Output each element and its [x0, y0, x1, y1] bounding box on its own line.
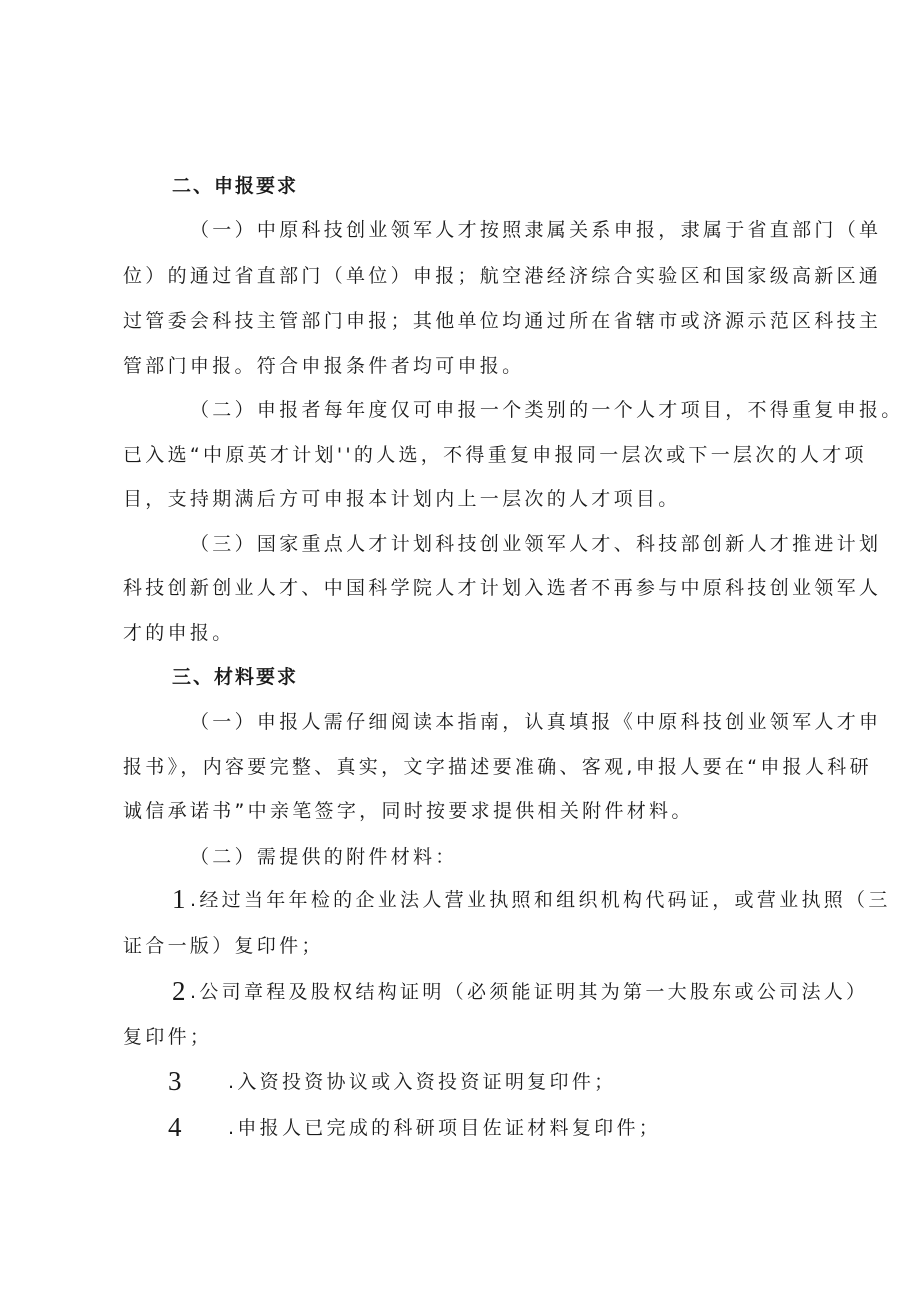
list-item-number: 4 [168, 1112, 182, 1142]
paragraph-line: 已入选“中原英才计划''的人选，不得重复申报同一层次或下一层次的人才项 [123, 444, 867, 466]
paragraph-line: 位）的通过省直部门（单位）申报；航空港经济综合实验区和国家级高新区通 [123, 265, 882, 287]
list-item-number: 1 [172, 884, 186, 914]
list-item-line: .入资投资协议或入资投资证明复印件； [228, 1071, 617, 1093]
paragraph-line: （一）中原科技创业领军人才按照隶属关系申报，隶属于省直部门（单 [190, 219, 882, 241]
paragraph-line: 过管委会科技主管部门申报；其他单位均通过所在省辖市或济源示范区科技主 [123, 310, 882, 332]
list-item-line: .公司章程及股权结构证明（必须能证明其为第一大股东或公司法人） [190, 981, 869, 1003]
paragraph-line: 科技创新创业人才、中国科学院人才计划入选者不再参与中原科技创业领军人 [123, 577, 882, 599]
list-item-number: 2 [172, 976, 186, 1006]
paragraph-line: （二）需提供的附件材料： [190, 846, 458, 868]
section-heading-materials: 三、材料要求 [172, 666, 299, 688]
list-item-number: 3 [168, 1066, 182, 1096]
paragraph-line: 管部门申报。符合申报条件者均可申报。 [123, 355, 525, 377]
list-item-line: 复印件； [123, 1026, 213, 1048]
paragraph-line: 报书》，内容要完整、真实，文字描述要准确、客观,申报人要在“申报人科研 [123, 756, 872, 778]
paragraph-line: （二）申报者每年度仅可申报一个类别的一个人才项目，不得重复申报。 [190, 399, 904, 421]
paragraph-line: 才的申报。 [123, 622, 235, 644]
paragraph-line: 诚信承诺书”中亲笔签字，同时按要求提供相关附件材料。 [123, 800, 694, 822]
list-item-line: 证合一版）复印件； [123, 935, 324, 957]
section-heading-requirements: 二、申报要求 [172, 175, 299, 197]
list-item-line: .经过当年年检的企业法人营业执照和组织机构代码证，或营业执照（三 [190, 889, 891, 911]
paragraph-line: （三）国家重点人才计划科技创业领军人才、科技部创新人才推进计划 [190, 533, 882, 555]
paragraph-line: 目，支持期满后方可申报本计划内上一层次的人才项目。 [123, 488, 681, 510]
paragraph-line: （一）申报人需仔细阅读本指南，认真填报《中原科技创业领军人才申 [190, 711, 882, 733]
list-item-line: .申报人已完成的科研项目佐证材料复印件； [228, 1117, 662, 1139]
